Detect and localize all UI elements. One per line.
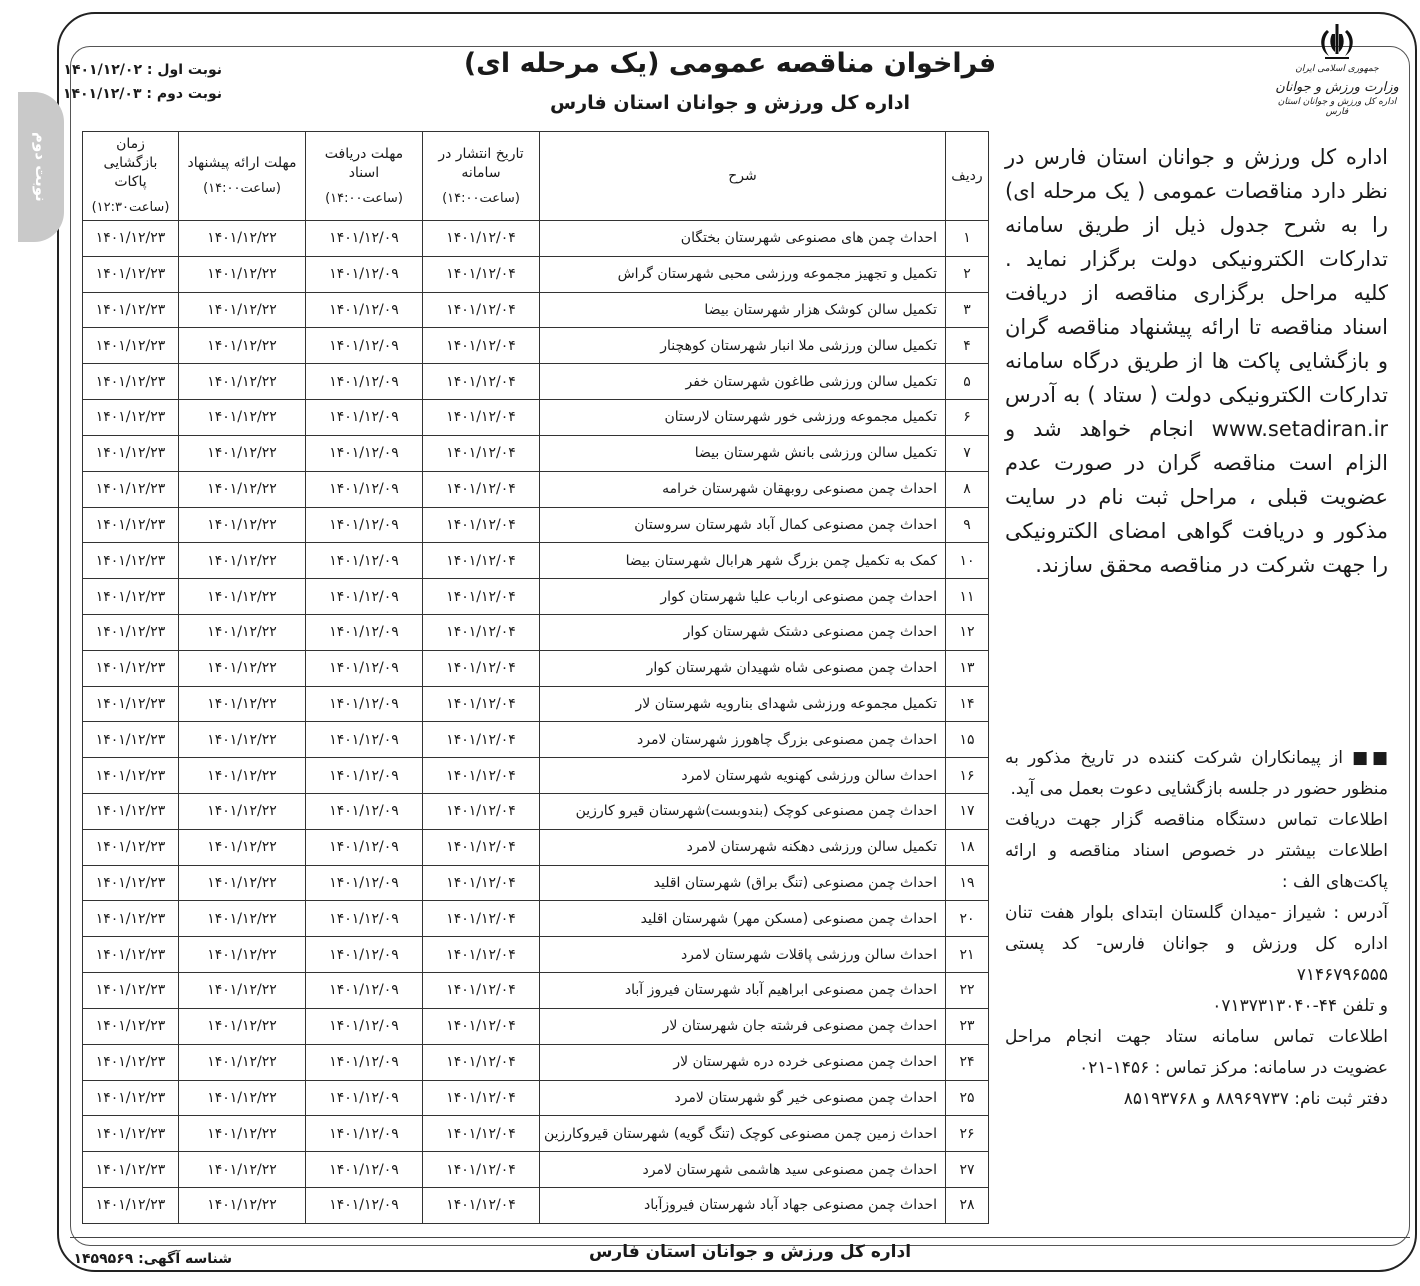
submit-deadline-cell: ۱۴۰۱/۱۲/۲۲ <box>178 973 305 1009</box>
opening-time-cell: ۱۴۰۱/۱۲/۲۳ <box>83 471 179 507</box>
submit-deadline-cell: ۱۴۰۱/۱۲/۲۲ <box>178 400 305 436</box>
table-row <box>83 865 989 901</box>
description-cell: تکمیل سالن ورزشی دهکنه شهرستان لامرد <box>539 829 945 865</box>
row-number-cell: ۱۰ <box>946 543 989 579</box>
opening-time-cell: ۱۴۰۱/۱۲/۲۳ <box>83 1008 179 1044</box>
header-receive-deadline: مهلت دریافت اسناد (ساعت۱۴:۰۰) <box>305 132 422 221</box>
opening-time-cell: ۱۴۰۱/۱۲/۲۳ <box>83 1116 179 1152</box>
row-number-cell: ۱ <box>946 221 989 257</box>
intro-paragraph-2a: کلیه مراحل برگزاری مناقصه از دریافت اسناد مناقصه تا ارائه پیشنهاد مناقصه گران و بازگشایی پاکت ها از طریق درگاه سامانه تدارکات الکترونیکی دولت ( ستاد ) به آدرس <box>1005 281 1388 407</box>
table-row <box>83 1152 989 1188</box>
opening-time-cell: ۱۴۰۱/۱۲/۲۳ <box>83 758 179 794</box>
table-row <box>83 256 989 292</box>
submit-deadline-cell: ۱۴۰۱/۱۲/۲۲ <box>178 364 305 400</box>
description-cell: احداث چمن مصنوعی خرده دره شهرستان لار <box>539 1044 945 1080</box>
description-cell: تکمیل مجموعه ورزشی خور شهرستان لارستان <box>539 400 945 436</box>
receive-deadline-cell: ۱۴۰۱/۱۲/۰۹ <box>305 579 422 615</box>
logo-line-1: جمهوری اسلامی ایران <box>1295 64 1379 74</box>
description-cell: احداث چمن مصنوعی کوچک (بندوبست)شهرستان قیرو کارزین <box>539 794 945 830</box>
table-row <box>83 292 989 328</box>
table-row <box>83 471 989 507</box>
first-round-date: نوبت اول : ۱۴۰۱/۱۲/۰۲ <box>63 62 222 78</box>
contact-info <box>1005 743 1388 1115</box>
opening-time-cell: ۱۴۰۱/۱۲/۲۳ <box>83 507 179 543</box>
table-row <box>83 686 989 722</box>
submit-deadline-cell: ۱۴۰۱/۱۲/۲۲ <box>178 794 305 830</box>
opening-time-cell: ۱۴۰۱/۱۲/۲۳ <box>83 292 179 328</box>
description-cell: احداث چمن مصنوعی ارباب علیا شهرستان کوار <box>539 579 945 615</box>
submit-deadline-cell: ۱۴۰۱/۱۲/۲۲ <box>178 722 305 758</box>
receive-deadline-cell: ۱۴۰۱/۱۲/۰۹ <box>305 865 422 901</box>
intro-paragraph-1: اداره کل ورزش و جوانان استان فارس در نظر دارد مناقصات عمومی ( یک مرحله ای) را به شرح جدول ذیل از طریق سامانه تدارکات الکترونیکی دولت برگزار نماید . <box>1005 145 1388 271</box>
opening-time-cell: ۱۴۰۱/۱۲/۲۳ <box>83 1152 179 1188</box>
table-row <box>83 328 989 364</box>
receive-deadline-cell: ۱۴۰۱/۱۲/۰۹ <box>305 829 422 865</box>
opening-time-cell: ۱۴۰۱/۱۲/۲۳ <box>83 973 179 1009</box>
logo-line-3: اداره کل ورزش و جوانان استان فارس <box>1277 97 1397 117</box>
submit-deadline-cell: ۱۴۰۱/۱۲/۲۲ <box>178 292 305 328</box>
ministry-logo <box>1272 22 1402 117</box>
publish-date-cell: ۱۴۰۱/۱۲/۰۴ <box>422 364 539 400</box>
row-number-cell: ۱۷ <box>946 794 989 830</box>
publish-date-cell: ۱۴۰۱/۱۲/۰۴ <box>422 1008 539 1044</box>
header-description: شرح <box>539 132 945 221</box>
ad-id: شناسه آگهی: ۱۴۵۹۵۶۹ <box>73 1251 232 1267</box>
receive-deadline-cell: ۱۴۰۱/۱۲/۰۹ <box>305 435 422 471</box>
submit-deadline-cell: ۱۴۰۱/۱۲/۲۲ <box>178 328 305 364</box>
table-row <box>83 973 989 1009</box>
submit-deadline-cell: ۱۴۰۱/۱۲/۲۲ <box>178 256 305 292</box>
publish-date-cell: ۱۴۰۱/۱۲/۰۴ <box>422 758 539 794</box>
publish-date-cell: ۱۴۰۱/۱۲/۰۴ <box>422 543 539 579</box>
publish-date-cell: ۱۴۰۱/۱۲/۰۴ <box>422 256 539 292</box>
setad-contact <box>1005 1022 1388 1084</box>
publish-date-cell: ۱۴۰۱/۱۲/۰۴ <box>422 614 539 650</box>
setad-center-number: ۰۲۱-۱۴۵۶ <box>1079 1058 1150 1078</box>
header-opening-time: زمان بازگشایی پاکات (ساعت۱۲:۳۰) <box>83 132 179 221</box>
phone-label: و تلفن <box>1342 996 1388 1016</box>
contact-intro: اطلاعات تماس دستگاه مناقصه گزار جهت دریافت اطلاعات بیشتر در خصوص اسناد مناقصه و ارائه پاکت‌های الف : <box>1005 810 1388 892</box>
row-number-cell: ۲۵ <box>946 1080 989 1116</box>
opening-time-cell: ۱۴۰۱/۱۲/۲۳ <box>83 543 179 579</box>
submit-deadline-cell: ۱۴۰۱/۱۲/۲۲ <box>178 543 305 579</box>
submit-deadline-cell: ۱۴۰۱/۱۲/۲۲ <box>178 686 305 722</box>
opening-time-cell: ۱۴۰۱/۱۲/۲۳ <box>83 614 179 650</box>
opening-time-cell: ۱۴۰۱/۱۲/۲۳ <box>83 1187 179 1223</box>
submit-deadline-cell: ۱۴۰۱/۱۲/۲۲ <box>178 507 305 543</box>
description-cell: احداث چمن مصنوعی سید هاشمی شهرستان لامرد <box>539 1152 945 1188</box>
submit-deadline-cell: ۱۴۰۱/۱۲/۲۲ <box>178 471 305 507</box>
publish-date-cell: ۱۴۰۱/۱۲/۰۴ <box>422 221 539 257</box>
table-row <box>83 794 989 830</box>
row-number-cell: ۱۱ <box>946 579 989 615</box>
table-row <box>83 614 989 650</box>
description-cell: احداث سالن ورزشی کهنویه شهرستان لامرد <box>539 758 945 794</box>
submit-deadline-cell: ۱۴۰۱/۱۲/۲۲ <box>178 937 305 973</box>
submit-deadline-cell: ۱۴۰۱/۱۲/۲۲ <box>178 758 305 794</box>
submit-deadline-cell: ۱۴۰۱/۱۲/۲۲ <box>178 1187 305 1223</box>
setad-url-link[interactable]: www.setadiran.ir <box>1211 417 1388 441</box>
receive-deadline-cell: ۱۴۰۱/۱۲/۰۹ <box>305 328 422 364</box>
page-title: فراخوان مناقصه عمومی (یک مرحله ای) <box>463 48 997 79</box>
row-number-cell: ۲۰ <box>946 901 989 937</box>
table-row <box>83 722 989 758</box>
publish-date-cell: ۱۴۰۱/۱۲/۰۴ <box>422 328 539 364</box>
row-number-cell: ۵ <box>946 364 989 400</box>
row-number-cell: ۱۲ <box>946 614 989 650</box>
opening-time-cell: ۱۴۰۱/۱۲/۲۳ <box>83 722 179 758</box>
opening-time-cell: ۱۴۰۱/۱۲/۲۳ <box>83 650 179 686</box>
receive-deadline-cell: ۱۴۰۱/۱۲/۰۹ <box>305 650 422 686</box>
row-number-cell: ۱۹ <box>946 865 989 901</box>
registration-label: دفتر ثبت نام: <box>1294 1089 1388 1109</box>
table-row <box>83 435 989 471</box>
publish-date-cell: ۱۴۰۱/۱۲/۰۴ <box>422 292 539 328</box>
description-cell: احداث چمن های مصنوعی شهرستان بختگان <box>539 221 945 257</box>
publish-date-cell: ۱۴۰۱/۱۲/۰۴ <box>422 937 539 973</box>
description-cell: احداث چمن مصنوعی جهاد آباد شهرستان فیروزآباد <box>539 1187 945 1223</box>
table-row <box>83 650 989 686</box>
submit-deadline-cell: ۱۴۰۱/۱۲/۲۲ <box>178 1008 305 1044</box>
publish-date-cell: ۱۴۰۱/۱۲/۰۴ <box>422 579 539 615</box>
receive-deadline-cell: ۱۴۰۱/۱۲/۰۹ <box>305 722 422 758</box>
publish-date-cell: ۱۴۰۱/۱۲/۰۴ <box>422 435 539 471</box>
submit-deadline-cell: ۱۴۰۱/۱۲/۲۲ <box>178 650 305 686</box>
submit-deadline-cell: ۱۴۰۱/۱۲/۲۲ <box>178 221 305 257</box>
opening-time-cell: ۱۴۰۱/۱۲/۲۳ <box>83 579 179 615</box>
receive-deadline-cell: ۱۴۰۱/۱۲/۰۹ <box>305 256 422 292</box>
receive-deadline-cell: ۱۴۰۱/۱۲/۰۹ <box>305 1008 422 1044</box>
receive-deadline-cell: ۱۴۰۱/۱۲/۰۹ <box>305 1080 422 1116</box>
opening-time-cell: ۱۴۰۱/۱۲/۲۳ <box>83 794 179 830</box>
receive-deadline-cell: ۱۴۰۱/۱۲/۰۹ <box>305 1152 422 1188</box>
publish-date-cell: ۱۴۰۱/۱۲/۰۴ <box>422 686 539 722</box>
table-row <box>83 829 989 865</box>
opening-time-cell: ۱۴۰۱/۱۲/۲۳ <box>83 686 179 722</box>
publish-date-cell: ۱۴۰۱/۱۲/۰۴ <box>422 507 539 543</box>
table-row <box>83 1080 989 1116</box>
submit-deadline-cell: ۱۴۰۱/۱۲/۲۲ <box>178 1080 305 1116</box>
round-dates <box>62 58 222 106</box>
phone-number: ۰۷۱۳۷۳۱۳۰۴۰-۴۴ <box>1212 996 1338 1016</box>
receive-deadline-cell: ۱۴۰۱/۱۲/۰۹ <box>305 471 422 507</box>
side-tab-label: نوبت دوم <box>32 132 50 202</box>
header-submit-deadline: مهلت ارائه پیشنهاد (ساعت۱۴:۰۰) <box>178 132 305 221</box>
opening-time-cell: ۱۴۰۱/۱۲/۲۳ <box>83 328 179 364</box>
table-row <box>83 221 989 257</box>
description-cell: احداث چمن مصنوعی دشتک شهرستان کوار <box>539 614 945 650</box>
receive-deadline-cell: ۱۴۰۱/۱۲/۰۹ <box>305 758 422 794</box>
setad-center-label: مرکز تماس : <box>1154 1058 1248 1078</box>
submit-deadline-cell: ۱۴۰۱/۱۲/۲۲ <box>178 829 305 865</box>
description-cell: احداث چمن مصنوعی فرشته جان شهرستان لار <box>539 1008 945 1044</box>
row-number-cell: ۷ <box>946 435 989 471</box>
receive-deadline-cell: ۱۴۰۱/۱۲/۰۹ <box>305 937 422 973</box>
table-row <box>83 364 989 400</box>
row-number-cell: ۲۶ <box>946 1116 989 1152</box>
description-cell: احداث چمن مصنوعی بزرگ چاهورز شهرستان لامرد <box>539 722 945 758</box>
opening-time-cell: ۱۴۰۱/۱۲/۲۳ <box>83 435 179 471</box>
description-cell: تکمیل مجموعه ورزشی شهدای بنارویه شهرستان لار <box>539 686 945 722</box>
description-cell: تکمیل سالن ورزشی بانش شهرستان بیضا <box>539 435 945 471</box>
table-row <box>83 1044 989 1080</box>
description-cell: تکمیل سالن ورزشی طاغون شهرستان خفر <box>539 364 945 400</box>
logo-line-2: وزارت ورزش و جوانان <box>1275 80 1399 95</box>
row-number-cell: ۲۲ <box>946 973 989 1009</box>
opening-time-cell: ۱۴۰۱/۱۲/۲۳ <box>83 901 179 937</box>
table-row <box>83 507 989 543</box>
row-number-cell: ۴ <box>946 328 989 364</box>
description-cell: احداث چمن مصنوعی خیر گو شهرستان لامرد <box>539 1080 945 1116</box>
intro-text <box>1005 140 1388 582</box>
table-row <box>83 758 989 794</box>
row-number-cell: ۲ <box>946 256 989 292</box>
header-row-number: ردیف <box>946 132 989 221</box>
row-number-cell: ۸ <box>946 471 989 507</box>
phone-line <box>1005 991 1388 1022</box>
receive-deadline-cell: ۱۴۰۱/۱۲/۰۹ <box>305 614 422 650</box>
row-number-cell: ۲۸ <box>946 1187 989 1223</box>
opening-time-cell: ۱۴۰۱/۱۲/۲۳ <box>83 937 179 973</box>
table-row <box>83 543 989 579</box>
description-cell: تکمیل و تجهیز مجموعه ورزشی محبی شهرستان گراش <box>539 256 945 292</box>
description-cell: احداث چمن مصنوعی روبهقان شهرستان خرامه <box>539 471 945 507</box>
row-number-cell: ۲۴ <box>946 1044 989 1080</box>
submit-deadline-cell: ۱۴۰۱/۱۲/۲۲ <box>178 614 305 650</box>
receive-deadline-cell: ۱۴۰۱/۱۲/۰۹ <box>305 543 422 579</box>
description-cell: کمک به تکمیل چمن بزرگ شهر هرابال شهرستان بیضا <box>539 543 945 579</box>
opening-time-cell: ۱۴۰۱/۱۲/۲۳ <box>83 221 179 257</box>
publish-date-cell: ۱۴۰۱/۱۲/۰۴ <box>422 471 539 507</box>
row-number-cell: ۱۴ <box>946 686 989 722</box>
publish-date-cell: ۱۴۰۱/۱۲/۰۴ <box>422 400 539 436</box>
tender-table <box>82 131 989 1224</box>
submit-deadline-cell: ۱۴۰۱/۱۲/۲۲ <box>178 901 305 937</box>
opening-time-cell: ۱۴۰۱/۱۲/۲۳ <box>83 865 179 901</box>
receive-deadline-cell: ۱۴۰۱/۱۲/۰۹ <box>305 901 422 937</box>
description-cell: احداث چمن مصنوعی (مسکن مهر) شهرستان اقلید <box>539 901 945 937</box>
description-cell: احداث زمین چمن مصنوعی کوچک (تنگ گویه) شهرستان قیروکارزین <box>539 1116 945 1152</box>
submit-deadline-cell: ۱۴۰۱/۱۲/۲۲ <box>178 1116 305 1152</box>
submit-deadline-cell: ۱۴۰۱/۱۲/۲۲ <box>178 1152 305 1188</box>
receive-deadline-cell: ۱۴۰۱/۱۲/۰۹ <box>305 973 422 1009</box>
footer-title: اداره کل ورزش و جوانان استان فارس <box>588 1242 912 1262</box>
footer-divider <box>70 1237 1410 1238</box>
submit-deadline-cell: ۱۴۰۱/۱۲/۲۲ <box>178 435 305 471</box>
row-number-cell: ۲۳ <box>946 1008 989 1044</box>
registration-line <box>1005 1084 1388 1115</box>
table-row <box>83 579 989 615</box>
setad-intro: اطلاعات تماس سامانه ستاد جهت انجام مراحل عضویت در سامانه: <box>1005 1027 1388 1078</box>
submit-deadline-cell: ۱۴۰۱/۱۲/۲۲ <box>178 579 305 615</box>
receive-deadline-cell: ۱۴۰۱/۱۲/۰۹ <box>305 1044 422 1080</box>
row-number-cell: ۳ <box>946 292 989 328</box>
description-cell: احداث چمن مصنوعی شاه شهیدان شهرستان کوار <box>539 650 945 686</box>
registration-numbers: ۸۸۹۶۹۷۳۷ و ۸۵۱۹۳۷۶۸ <box>1123 1089 1289 1109</box>
publish-date-cell: ۱۴۰۱/۱۲/۰۴ <box>422 901 539 937</box>
publish-date-cell: ۱۴۰۱/۱۲/۰۴ <box>422 1152 539 1188</box>
receive-deadline-cell: ۱۴۰۱/۱۲/۰۹ <box>305 1116 422 1152</box>
second-round-date: نوبت دوم : ۱۴۰۱/۱۲/۰۳ <box>62 86 222 102</box>
table-row <box>83 901 989 937</box>
table-row <box>83 937 989 973</box>
table-row <box>83 1187 989 1223</box>
row-number-cell: ۱۸ <box>946 829 989 865</box>
publish-date-cell: ۱۴۰۱/۱۲/۰۴ <box>422 794 539 830</box>
table-row <box>83 400 989 436</box>
opening-time-cell: ۱۴۰۱/۱۲/۲۳ <box>83 400 179 436</box>
publish-date-cell: ۱۴۰۱/۱۲/۰۴ <box>422 829 539 865</box>
table-header-row <box>83 132 989 221</box>
row-number-cell: ۹ <box>946 507 989 543</box>
receive-deadline-cell: ۱۴۰۱/۱۲/۰۹ <box>305 221 422 257</box>
emblem-icon <box>1315 22 1359 62</box>
opening-time-cell: ۱۴۰۱/۱۲/۲۳ <box>83 256 179 292</box>
submit-deadline-cell: ۱۴۰۱/۱۲/۲۲ <box>178 865 305 901</box>
receive-deadline-cell: ۱۴۰۱/۱۲/۰۹ <box>305 292 422 328</box>
opening-time-cell: ۱۴۰۱/۱۲/۲۳ <box>83 364 179 400</box>
invite-text: ■■ از پیمانکاران شرکت کننده در تاریخ مذکور به منظور حضور در جلسه بازگشایی دعوت بعمل می آید. <box>1005 748 1388 799</box>
publish-date-cell: ۱۴۰۱/۱۲/۰۴ <box>422 865 539 901</box>
row-number-cell: ۲۷ <box>946 1152 989 1188</box>
receive-deadline-cell: ۱۴۰۱/۱۲/۰۹ <box>305 686 422 722</box>
row-number-cell: ۱۵ <box>946 722 989 758</box>
row-number-cell: ۲۱ <box>946 937 989 973</box>
description-cell: احداث سالن ورزشی پاقلات شهرستان لامرد <box>539 937 945 973</box>
description-cell: احداث چمن مصنوعی ابراهیم آباد شهرستان فیروز آباد <box>539 973 945 1009</box>
publish-date-cell: ۱۴۰۱/۱۲/۰۴ <box>422 973 539 1009</box>
row-number-cell: ۱۳ <box>946 650 989 686</box>
table-row <box>83 1008 989 1044</box>
description-cell: احداث چمن مصنوعی کمال آباد شهرستان سروستان <box>539 507 945 543</box>
opening-time-cell: ۱۴۰۱/۱۲/۲۳ <box>83 1044 179 1080</box>
opening-time-cell: ۱۴۰۱/۱۲/۲۳ <box>83 829 179 865</box>
submit-deadline-cell: ۱۴۰۱/۱۲/۲۲ <box>178 1044 305 1080</box>
row-number-cell: ۶ <box>946 400 989 436</box>
header-publish-date: تاریخ انتشار در سامانه (ساعت۱۴:۰۰) <box>422 132 539 221</box>
page-subtitle: اداره کل ورزش و جوانان استان فارس <box>550 92 910 114</box>
description-cell: احداث چمن مصنوعی (تنگ براق) شهرستان اقلید <box>539 865 945 901</box>
publish-date-cell: ۱۴۰۱/۱۲/۰۴ <box>422 650 539 686</box>
publish-date-cell: ۱۴۰۱/۱۲/۰۴ <box>422 1116 539 1152</box>
address-text: آدرس : شیراز -میدان گلستان ابتدای بلوار هفت تنان اداره کل ورزش و جوانان فارس- کد پستی ۷۱۴۶۷۹۶۵۵۵ <box>1005 903 1388 985</box>
receive-deadline-cell: ۱۴۰۱/۱۲/۰۹ <box>305 1187 422 1223</box>
publish-date-cell: ۱۴۰۱/۱۲/۰۴ <box>422 1187 539 1223</box>
publish-date-cell: ۱۴۰۱/۱۲/۰۴ <box>422 1080 539 1116</box>
description-cell: تکمیل سالن ورزشی ملا انبار شهرستان کوهچنار <box>539 328 945 364</box>
receive-deadline-cell: ۱۴۰۱/۱۲/۰۹ <box>305 400 422 436</box>
opening-time-cell: ۱۴۰۱/۱۲/۲۳ <box>83 1080 179 1116</box>
description-cell: تکمیل سالن کوشک هزار شهرستان بیضا <box>539 292 945 328</box>
publish-date-cell: ۱۴۰۱/۱۲/۰۴ <box>422 722 539 758</box>
receive-deadline-cell: ۱۴۰۱/۱۲/۰۹ <box>305 364 422 400</box>
receive-deadline-cell: ۱۴۰۱/۱۲/۰۹ <box>305 507 422 543</box>
intro-paragraph-2b: انجام خواهد شد و الزام است مناقصه گران در صورت عدم عضویت قبلی ، مراحل ثبت نام در سایت مذکور و دریافت گواهی امضای الکترونیکی را جهت شرکت در مناقصه محقق سازند. <box>1005 417 1388 577</box>
receive-deadline-cell: ۱۴۰۱/۱۲/۰۹ <box>305 794 422 830</box>
table-row <box>83 1116 989 1152</box>
row-number-cell: ۱۶ <box>946 758 989 794</box>
publish-date-cell: ۱۴۰۱/۱۲/۰۴ <box>422 1044 539 1080</box>
